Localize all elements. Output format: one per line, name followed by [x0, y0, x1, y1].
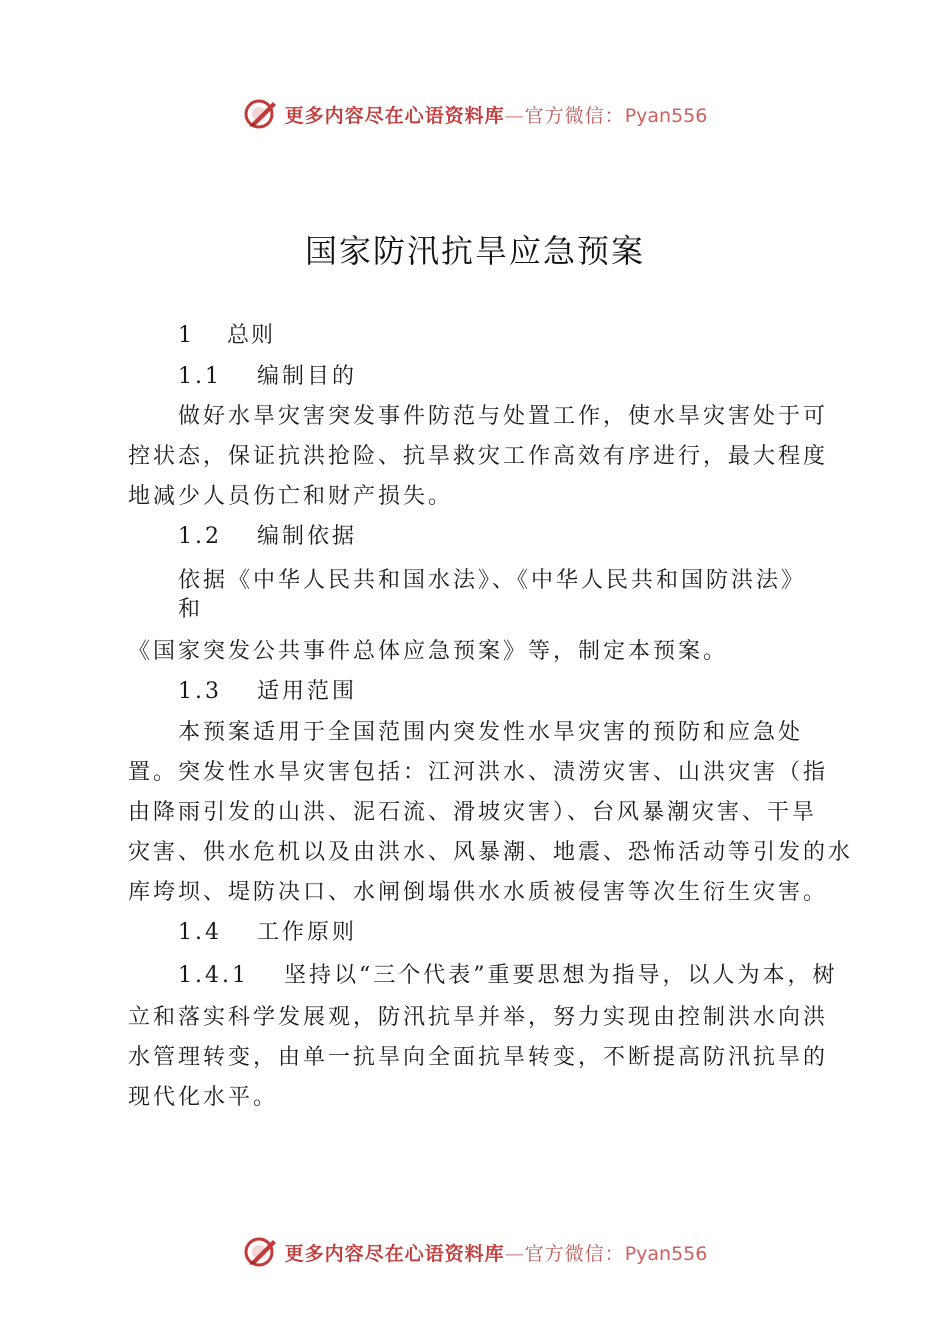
footer-banner — [0, 1232, 950, 1272]
section-heading-1-3: 1.3 适用范围 — [178, 679, 357, 704]
header-banner — [0, 94, 950, 134]
banner-main: 更多内容尽在心语资料库 — [284, 1242, 505, 1265]
paragraph-line: 控状态，保证抗洪抢险、抗旱救灾工作高效有序进行，最大程度 — [128, 444, 829, 469]
paragraph-line: 水管理转变，由单一抗旱向全面抗旱转变，不断提高防汛抗旱的 — [128, 1045, 829, 1070]
section-heading-1: 1 总则 — [178, 323, 275, 348]
paragraph-line: 做好水旱灾害突发事件防范与处置工作，使水旱灾害处于可 — [178, 404, 829, 429]
paragraph-line: 置。突发性水旱灾害包括：江河洪水、渍涝灾害、山洪灾害（指 — [128, 760, 829, 785]
quill-logo-icon — [243, 96, 279, 132]
paragraph-line: 依据《中华人民共和国水法》、《中华人民共和国防洪法》 — [178, 568, 807, 593]
paragraph-line: 库垮坝、堤防决口、水闸倒塌供水水质被侵害等次生衍生灾害。 — [128, 880, 829, 905]
banner-wechat-id: Pyan556 — [624, 104, 708, 127]
paragraph-line: 和 — [178, 597, 204, 622]
paragraph-line: 现代化水平。 — [128, 1085, 279, 1110]
quill-logo-icon — [243, 1234, 279, 1270]
section-heading-1-2: 1.2 编制依据 — [178, 524, 357, 549]
paragraph-line: 灾害、供水危机以及由洪水、风暴潮、地震、恐怖活动等引发的水 — [128, 840, 854, 865]
banner-wechat-label: 官方微信： — [524, 104, 625, 127]
banner-separator: — — [504, 1242, 525, 1265]
section-heading-1-1: 1.1 编制目的 — [178, 364, 357, 389]
paragraph-line: 1.4.1 坚持以“三个代表”重要思想为指导，以人为本，树 — [178, 963, 838, 988]
banner-main: 更多内容尽在心语资料库 — [284, 104, 505, 127]
paragraph-line: 本预案适用于全国范围内突发性水旱灾害的预防和应急处 — [178, 720, 804, 745]
banner-wechat-id: Pyan556 — [624, 1242, 708, 1265]
paragraph-line: 地减少人员伤亡和财产损失。 — [128, 484, 454, 509]
paragraph-line: 由降雨引发的山洪、泥石流、滑坡灾害）、台风暴潮灾害、干旱 — [128, 800, 818, 825]
paragraph-line: 《国家突发公共事件总体应急预案》等，制定本预案。 — [128, 639, 729, 664]
section-heading-1-4: 1.4 工作原则 — [178, 920, 357, 945]
paragraph-line: 立和落实科学发展观，防汛抗旱并举，努力实现由控制洪水向洪 — [128, 1005, 829, 1030]
banner-wechat-label: 官方微信： — [524, 1242, 625, 1265]
banner-text — [285, 1239, 708, 1266]
banner-text — [285, 101, 708, 128]
document-title: 国家防汛抗旱应急预案 — [304, 232, 645, 270]
banner-separator: — — [504, 104, 525, 127]
